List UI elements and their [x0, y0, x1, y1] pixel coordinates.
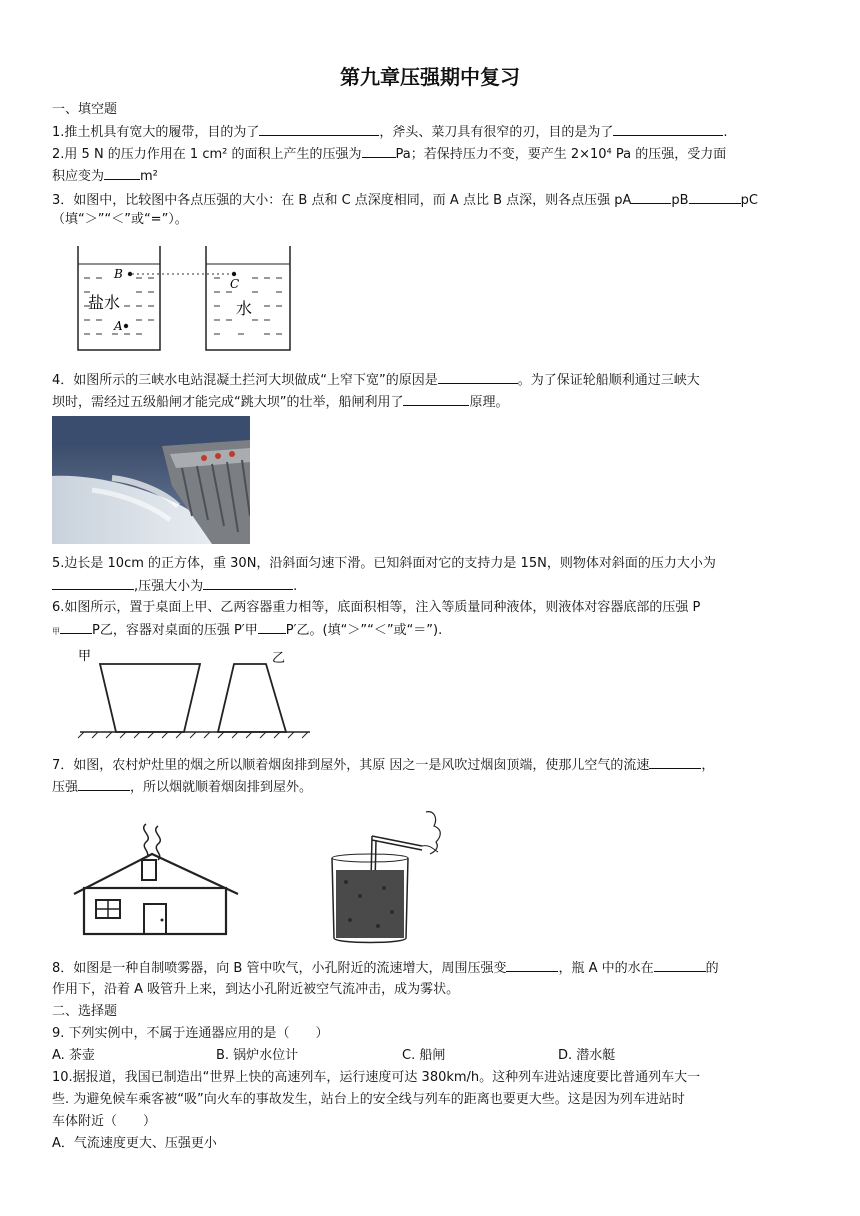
answer-blank[interactable] [654, 957, 706, 972]
section-choice-heading: 二、选择题 [52, 1004, 118, 1019]
section-fill-heading: 一、填空题 [52, 102, 118, 117]
point-c-label: C [230, 277, 240, 291]
question-3: 3．如图中，比较图中各点压强的大小：在 B 点和 C 点深度相同，而 A 点比 B 点深，则各点压强 pA pB pC [52, 189, 812, 212]
answer-blank[interactable] [631, 189, 671, 204]
question-7: 7．如图，农村炉灶里的烟之所以顺着烟囱排到屋外，其原 因之一是风吹过烟囱顶端，使那儿空气的流速 ， [52, 754, 812, 777]
container-pressure-figure [74, 242, 304, 354]
question-10-option-a[interactable]: A．气流速度更大、压强更小 [52, 1136, 217, 1151]
sprayer-figure [326, 808, 456, 948]
answer-blank[interactable] [104, 165, 140, 180]
answer-blank[interactable] [259, 121, 379, 136]
question-10: 10.据报道，我国已制造出“世界上快的高速列车，运行速度可达 380km/h。这种列车进站速度要比普通列车大一 [52, 1070, 701, 1085]
question-10-cont: 些. 为避免候车乘客被“吸”向火车的事故发生，站台上的安全线与列车的距离也要更大些。这是因为列车进站时 [52, 1092, 685, 1107]
question-6: 6.如图所示，置于桌面上甲、乙两容器重力相等，底面积相等，注入等质量同种液体，则液体对容器底部的压强 P [52, 600, 701, 615]
answer-blank[interactable] [60, 619, 92, 634]
question-5: 5.边长是 10cm 的正方体，重 30N，沿斜面匀速下滑。已知斜面对它的支持力是 15N，则物体对斜面的压力大小为 [52, 556, 716, 571]
option-d[interactable]: D. 潜水艇 [558, 1048, 616, 1063]
question-2-cont: 积应变为 m² [52, 165, 812, 188]
water-label: 水 [236, 299, 253, 318]
answer-blank[interactable] [203, 575, 293, 590]
question-3-cont: （填“＞”“＜”或“=”）。 [52, 212, 188, 227]
question-5-cont: ,压强大小为 . [52, 575, 812, 598]
question-2: 2.用 5 N 的压力作用在 1 cm² 的面积上产生的压强为 Pa；若保持压力不变，要产生 2×10⁴ Pa 的压强，受力面 [52, 143, 812, 166]
container-jia-label: 甲 [78, 649, 92, 664]
three-gorges-dam-photo [52, 416, 250, 544]
question-6-cont: 甲 P乙，容器对桌面的压强 P′甲 P′乙。(填“＞”“＜”或“＝”). [52, 619, 812, 643]
answer-blank[interactable] [613, 121, 723, 136]
two-containers-figure [74, 644, 314, 740]
answer-blank[interactable] [78, 776, 130, 791]
answer-blank[interactable] [362, 143, 396, 158]
answer-blank[interactable] [689, 189, 741, 204]
answer-blank[interactable] [506, 957, 558, 972]
container-yi-label: 乙 [272, 651, 286, 666]
question-7-cont: 压强 ，所以烟就顺着烟囱排到屋外。 [52, 776, 812, 799]
option-c[interactable]: C. 船闸 [402, 1048, 446, 1063]
question-10-cont2: 车体附近（ ） [52, 1114, 157, 1129]
answer-blank[interactable] [649, 754, 701, 769]
question-9-stem: 9. 下列实例中，不属于连通器应用的是（ ） [52, 1026, 329, 1041]
answer-blank[interactable] [438, 369, 518, 384]
question-8: 8．如图是一种自制喷雾器，向 B 管中吹气，小孔附近的流速增大，周围压强变 ，瓶 A 中的水在 的 [52, 957, 812, 980]
page-title: 第九章压强期中复习 [340, 65, 520, 89]
point-b-marker [128, 272, 132, 276]
point-b-label: B [114, 267, 123, 281]
point-a-label: A [114, 319, 123, 333]
answer-blank[interactable] [52, 575, 134, 590]
point-a-marker [124, 324, 128, 328]
house-chimney-figure [68, 820, 248, 938]
brine-label: 盐水 [88, 293, 121, 312]
question-4: 4．如图所示的三峡水电站混凝土拦河大坝做成“上窄下宽”的原因是 。为了保证轮船顺利通过三峡大 [52, 369, 812, 392]
question-1: 1.推土机具有宽大的履带，目的为了 ，斧头、菜刀具有很窄的刃，目的是为了 . [52, 121, 812, 144]
option-b[interactable]: B. 锅炉水位计 [216, 1048, 299, 1063]
answer-blank[interactable] [403, 391, 469, 406]
question-8-cont: 作用下，沿着 A 吸管升上来，到达小孔附近被空气流冲击，成为雾状。 [52, 982, 460, 997]
answer-blank[interactable] [258, 619, 286, 634]
point-c-marker [232, 272, 236, 276]
question-4-cont: 坝时，需经过五级船闸才能完成“跳大坝”的壮举，船闸利用了 原理。 [52, 391, 812, 414]
option-a[interactable]: A. 茶壶 [52, 1048, 95, 1063]
